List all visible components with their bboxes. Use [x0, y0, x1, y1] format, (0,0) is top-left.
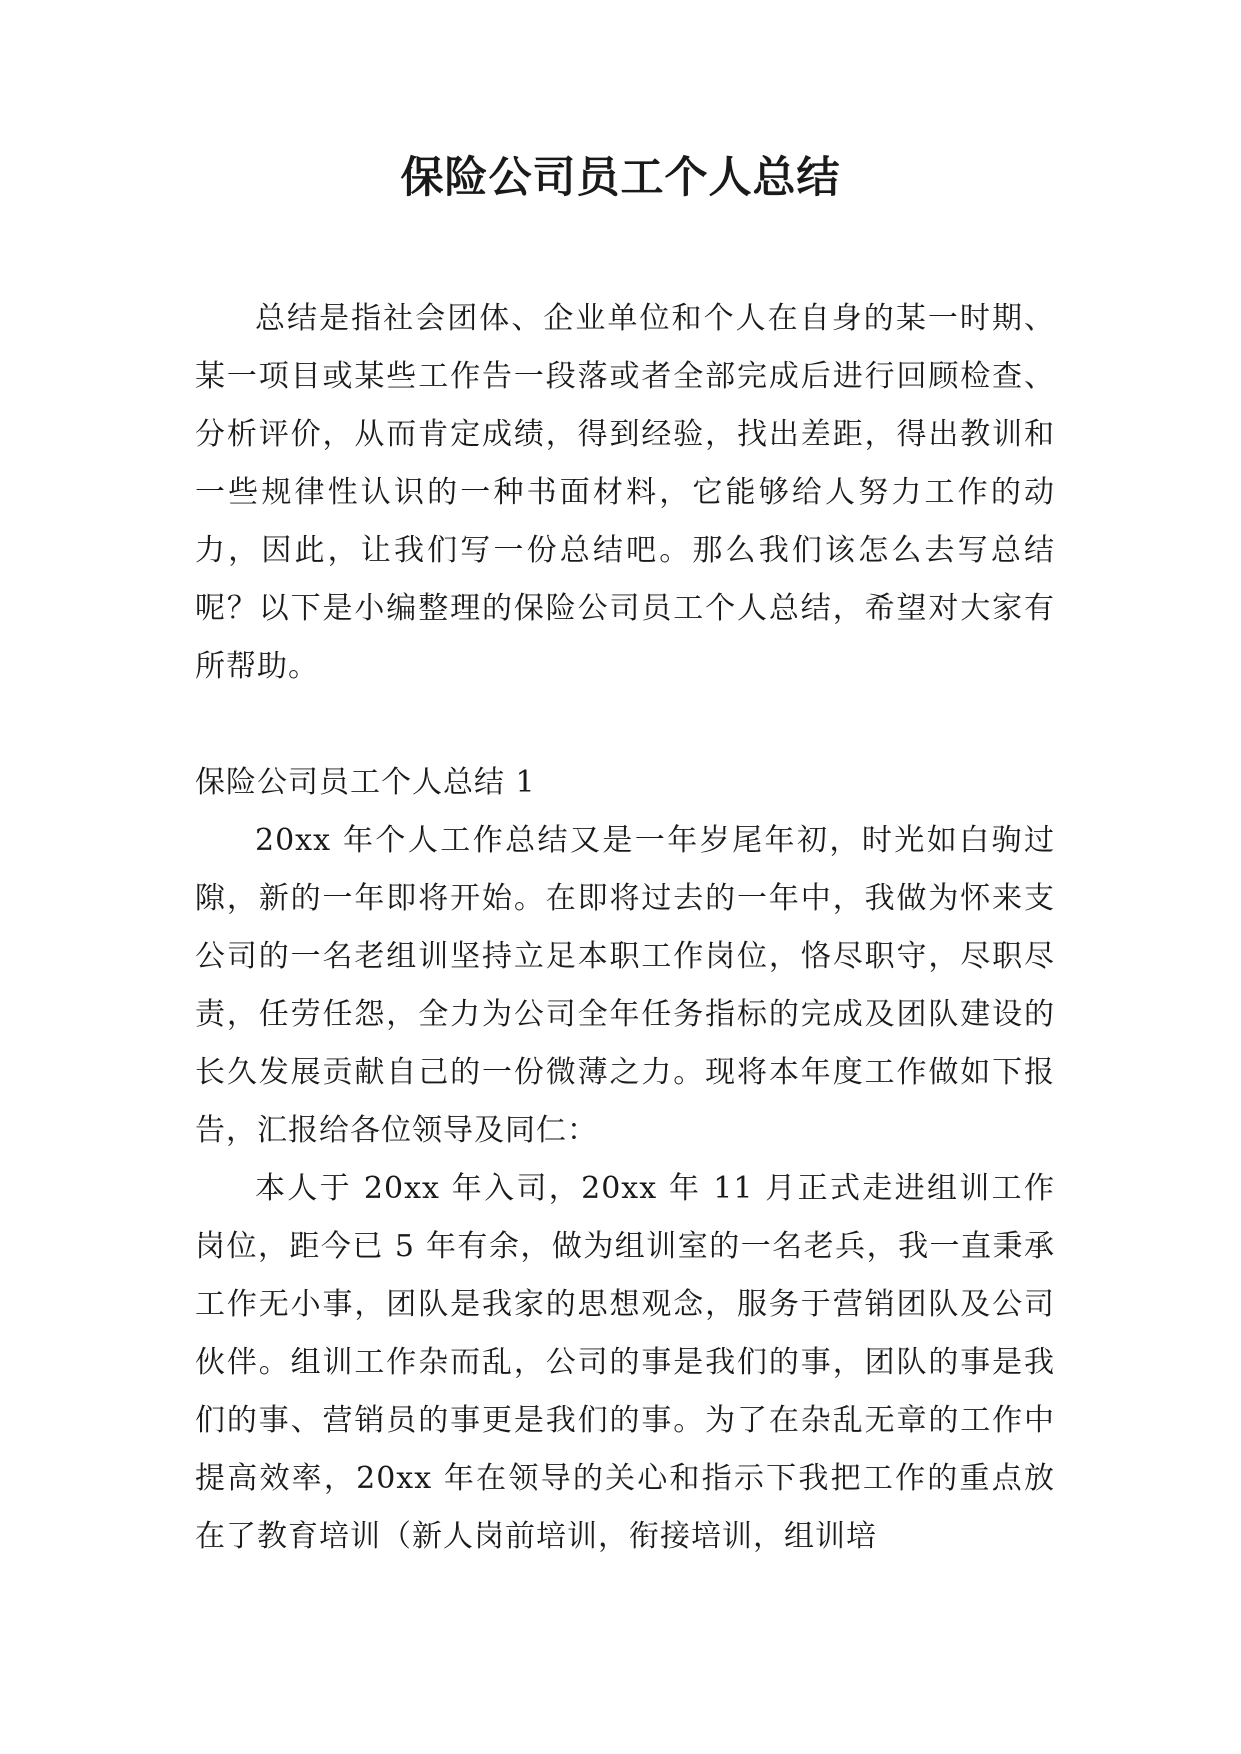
- intro-paragraph: 总结是指社会团体、企业单位和个人在自身的某一时期、某一项目或某些工作告一段落或者全部完成后进行回顾检查、分析评价，从而肯定成绩，得到经验，找出差距，得出教训和一些规律性认识的一种书面材料，它能够给人努力工作的动力，因此，让我们写一份总结吧。那么我们该怎么去写总结呢？以下是小编整理的保险公司员工个人总结，希望对大家有所帮助。: [195, 301, 1055, 684]
- section-heading: 保险公司员工个人总结 1: [195, 765, 536, 800]
- document-title: 保险公司员工个人总结: [400, 153, 841, 203]
- section-paragraph-2: 本人于 20xx 年入司，20xx 年 11 月正式走进组训工作岗位，距今已 5 年有余，做为组训室的一名老兵，我一直秉承工作无小事，团队是我家的思想观念，服务于营销团队及公司伙伴。组训工作杂而乱，公司的事是我们的事，团队的事是我们的事、营销员的事更是我们的事。为了在杂乱无章的工作中提高效率，20xx 年在领导的关心和指示下我把工作的重点放在了教育培训（新人岗前培训，衔接培训，组训培: [195, 1171, 1055, 1554]
- document-body: [195, 290, 1055, 1566]
- section-paragraph-1: 20xx 年个人工作总结又是一年岁尾年初，时光如白驹过隙，新的一年即将开始。在即将过去的一年中，我做为怀来支公司的一名老组训坚持立足本职工作岗位，恪尽职守，尽职尽责，任劳任怨，全力为公司全年任务指标的完成及团队建设的长久发展贡献自己的一份微薄之力。现将本年度工作做如下报告，汇报给各位领导及同仁：: [195, 823, 1055, 1148]
